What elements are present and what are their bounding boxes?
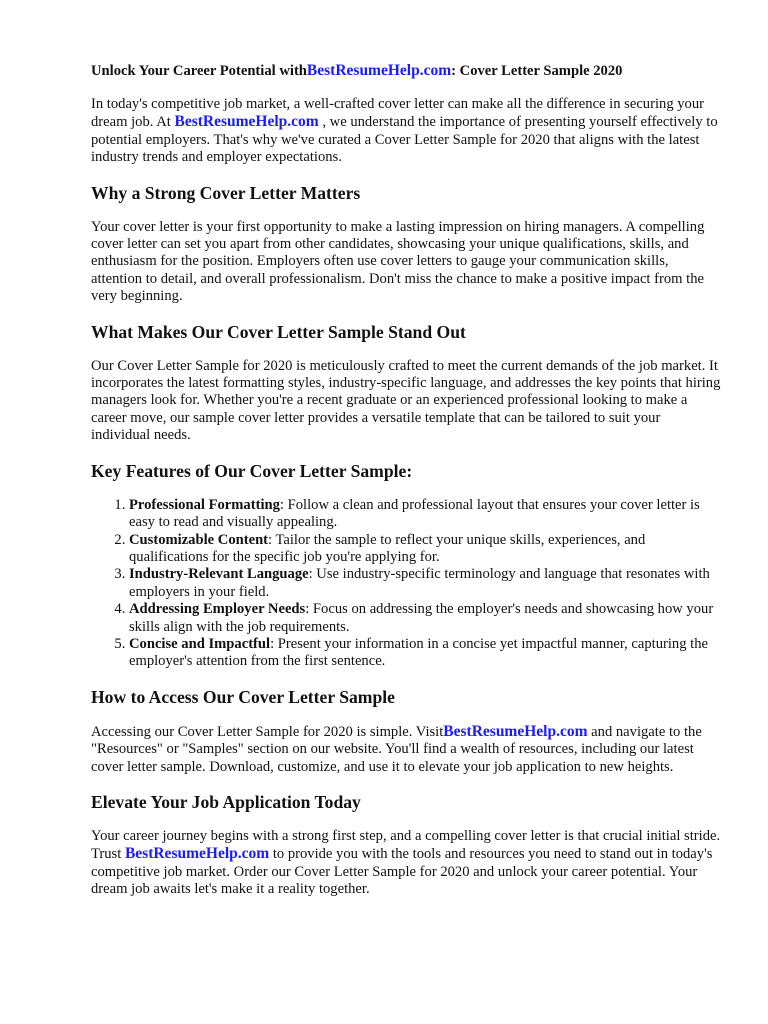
page-title (91, 62, 723, 80)
list-item: 2. Customizable Content: Tailor the sample to reflect your unique skills, experiences, and qualifications for the specific job you're applying for. (129, 532, 723, 567)
section-heading-stand-out: What Makes Our Cover Letter Sample Stand Out (91, 321, 466, 342)
intro-text-1: In today's competitive job market, a well-crafted cover letter can make all the difference in securing your dream job. At (91, 96, 705, 131)
title-prefix: Unlock Your Career Potential with (91, 63, 307, 79)
access-text-1: Accessing our Cover Letter Sample for 2020 is simple. Visit (91, 723, 444, 740)
list-item: 3. Industry-Relevant Language: Use industry-specific terminology and language that resonates with employers in your field. (129, 566, 723, 601)
elevate-link[interactable]: BestResumeHelp.com (124, 845, 270, 863)
access-text-2: and navigate to the "Resources" or "Samples" section on our website. You'll find a wealth of resources, including our latest cover letter sample. Download, customize, and use it to elevate your job application to new heights. (91, 723, 702, 775)
section-heading-access: How to Access Our Cover Letter Sample (91, 686, 395, 707)
elevate-text-1: Your career journey begins with a strong first step, and a compelling cover letter is that crucial initial stride. Trust (91, 827, 721, 863)
elevate-text-2: to provide you with the tools and resources you need to stand out in today's competitive job market. Order our Cover Letter Sample for 2020 and unlock your career potential. Your dream job awaits let's make it a reality together. (91, 846, 713, 898)
section-body-access (91, 723, 723, 776)
intro-paragraph (91, 96, 723, 167)
section-body-elevate (91, 828, 723, 899)
features-list (91, 497, 723, 671)
section-body-why: Your cover letter is your first opportunity to make a lasting impression on hiring managers. A compelling cover letter can set you apart from other candidates, showcasing your unique qualifications, skills, and enthusiasm for the position. Employers often use cover letters to gauge your communication skills, attention to detail, and overall professionalism. Don't miss the chance to make a positive impact from the very beginning. (91, 218, 705, 305)
access-link[interactable]: BestResumeHelp.com (443, 722, 588, 740)
section-heading-elevate: Elevate Your Job Application Today (91, 791, 361, 812)
intro-text-2: , we understand the importance of presenting yourself effectively to potential employers. That's why we've curated a Cover Letter Sample for 2020 that aligns with the latest industry trends and employer expectations. (91, 114, 718, 166)
section-heading-why: Why a Strong Cover Letter Matters (91, 182, 361, 203)
title-link[interactable]: BestResumeHelp.com (306, 62, 452, 79)
section-heading-features: Key Features of Our Cover Letter Sample: (91, 460, 413, 481)
list-item: 5. Concise and Impactful: Present your information in a concise yet impactful manner, capturing the employer's attention from the first sentence. (129, 636, 723, 671)
document-page (91, 62, 723, 915)
section-body-stand-out: Our Cover Letter Sample for 2020 is meticulously crafted to meet the current demands of the job market. It incorporates the latest formatting styles, industry-specific language, and addresses the key points that hiring managers look for. Whether you're a recent graduate or an experienced professional looking to make a career move, our sample cover letter provides a versatile template that can be tailored to suit your individual needs. (91, 357, 721, 444)
list-item: 4. Addressing Employer Needs: Focus on addressing the employer's needs and showcasing how your skills align with the job requirements. (129, 601, 723, 636)
title-suffix: : Cover Letter Sample 2020 (451, 63, 623, 79)
intro-link[interactable]: BestResumeHelp.com (174, 113, 319, 131)
list-item: 1. Professional Formatting: Follow a clean and professional layout that ensures your cover letter is easy to read and visually appealing. (129, 497, 723, 532)
